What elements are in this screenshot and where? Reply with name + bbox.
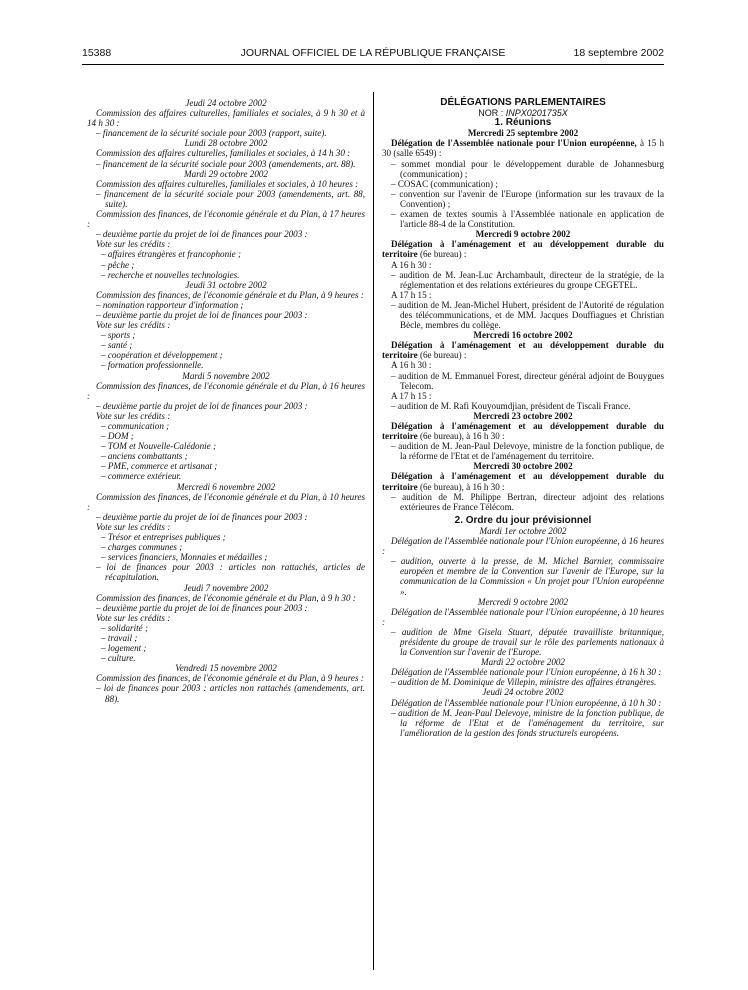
agenda-item: – deuxième partie du projet de loi de finances pour 2003 : bbox=[96, 400, 308, 411]
delegation-line: Délégation de l'Assemblée nationale pour l'Union européenne, à 10 h 30 : bbox=[391, 697, 662, 708]
vote-line: Vote sur les crédits : bbox=[96, 612, 171, 623]
day-heading: Mercredi 9 octobre 2002 bbox=[475, 229, 571, 240]
day-heading: Jeudi 31 octobre 2002 bbox=[185, 279, 267, 290]
nor-code: INPX0201735X bbox=[505, 108, 568, 119]
credit-item: – DOM ; bbox=[101, 431, 134, 442]
agenda-item: – financement de la sécurité sociale pour 2003 (amendements, art. 88, suite). bbox=[96, 188, 365, 209]
time-line: A 16 h 30 : bbox=[391, 360, 432, 371]
day-heading: Mardi 1er octobre 2002 bbox=[479, 525, 567, 536]
credit-item: – Trésor et entreprises publiques ; bbox=[101, 532, 226, 543]
commission-line: Commission des affaires culturelles, familiales et sociales, à 9 h 30 et à 14 h 30 : bbox=[87, 108, 365, 129]
credit-item: – culture. bbox=[101, 653, 136, 664]
agenda-item: – audition de M. Jean-Paul Delevoye, ministre de la fonction publique, de la réforme de l'Etat et de l'aménagement du territoire, sur l'amélioration de la gestion des fonds structurels européens. bbox=[391, 707, 664, 738]
journal-title: JOURNAL OFFICIEL DE LA RÉPUBLIQUE FRANÇAISE bbox=[240, 47, 506, 59]
commission-line: Commission des finances, de l'économie générale et du Plan, à 10 heures : bbox=[87, 491, 365, 512]
agenda-item: – audition de M. Philippe Bertran, directeur adjoint des relations extérieures de France Télécom. bbox=[391, 491, 664, 512]
agenda-item: – deuxième partie du projet de loi de finances pour 2003 : bbox=[96, 602, 308, 613]
subsection-heading: 2. Ordre du jour prévisionnel bbox=[454, 514, 592, 526]
credit-item: – affaires étrangères et francophonie ; bbox=[101, 249, 242, 260]
day-heading: Mardi 29 octobre 2002 bbox=[184, 168, 268, 179]
delegation-name: Délégation à l'aménagement et au développement durable du territoire bbox=[382, 340, 664, 361]
delegation-name: Délégation à l'aménagement et au développement durable du territoire bbox=[382, 471, 664, 492]
credit-item: – commerce extérieur. bbox=[101, 471, 182, 482]
credit-item: – PME, commerce et artisanat ; bbox=[101, 461, 218, 472]
vote-line: Vote sur les crédits : bbox=[96, 320, 171, 331]
subsection-heading: 1. Réunions bbox=[494, 117, 552, 129]
credit-item: – sports ; bbox=[101, 330, 136, 341]
day-heading: Vendredi 15 novembre 2002 bbox=[175, 663, 277, 674]
time-line: A 17 h 15 : bbox=[391, 390, 432, 401]
agenda-item: – examen de textes soumis à l'Assemblée nationale en application de l'article 88-4 de la Constitution. bbox=[391, 209, 664, 230]
agenda-item: – loi de finances pour 2003 : articles non rattachés, articles de récapitulation. bbox=[96, 562, 365, 583]
vote-line: Vote sur les crédits : bbox=[96, 410, 171, 421]
delegation-line bbox=[382, 340, 664, 360]
credit-item: – travail ; bbox=[101, 632, 138, 643]
day-heading: Mercredi 30 octobre 2002 bbox=[473, 461, 573, 472]
credit-item: – formation professionnelle. bbox=[101, 360, 204, 371]
day-heading: Mercredi 6 novembre 2002 bbox=[176, 481, 276, 492]
agenda-item: – nomination rapporteur d'information ; bbox=[96, 299, 244, 310]
agenda-item: – deuxième partie du projet de loi de finances pour 2003 : bbox=[96, 511, 308, 522]
credit-item: – coopération et développement ; bbox=[101, 350, 223, 361]
credit-item: – logement ; bbox=[101, 643, 147, 654]
commission-line: Commission des finances, de l'économie générale et du Plan, à 17 heures : bbox=[87, 209, 365, 230]
day-heading: Mardi 22 octobre 2002 bbox=[481, 657, 565, 668]
delegation-name: Délégation à l'aménagement et au développement durable du territoire bbox=[382, 421, 664, 442]
bureau-note: (6e bureau) : bbox=[417, 350, 467, 361]
commission-line: Commission des affaires culturelles, familiales et sociales, à 10 heures : bbox=[96, 178, 359, 189]
agenda-item: – sommet mondial pour le développement durable de Johannesburg (communication) ; bbox=[391, 158, 664, 179]
column-divider bbox=[373, 92, 374, 970]
delegation-line: Délégation de l'Assemblée nationale pour l'Union européenne, à 16 h 30 : bbox=[391, 667, 662, 678]
vote-line: Vote sur les crédits : bbox=[96, 239, 171, 250]
day-heading: Jeudi 24 octobre 2002 bbox=[185, 98, 267, 108]
day-heading: Mercredi 23 octobre 2002 bbox=[473, 410, 573, 421]
day-heading: Jeudi 7 novembre 2002 bbox=[183, 582, 269, 593]
bureau-note: (6e bureau) : bbox=[417, 249, 467, 260]
commission-line: Commission des finances, de l'économie générale et du Plan, à 16 heures : bbox=[87, 380, 365, 401]
credit-item: – recherche et nouvelles technologies. bbox=[101, 269, 240, 280]
meeting-time: à 15 h 30 (salle 6549) : bbox=[382, 138, 664, 159]
agenda-item: – convention sur l'avenir de l'Europe (information sur les travaux de la Convention) ; bbox=[391, 188, 664, 209]
credit-item: – communication ; bbox=[101, 421, 170, 431]
bureau-note: (6e bureau), à 16 h 30 : bbox=[417, 431, 505, 442]
bureau-note: (6e bureau), à 16 h 30 : bbox=[417, 481, 505, 492]
credit-item: – pêche ; bbox=[101, 259, 135, 270]
commission-line: Commission des finances, de l'économie générale et du Plan, à 9 heures : bbox=[96, 673, 364, 684]
nor-label: NOR : bbox=[478, 108, 506, 119]
agenda-item: – deuxième partie du projet de loi de finances pour 2003 : bbox=[96, 309, 308, 320]
day-heading: Mercredi 16 octobre 2002 bbox=[473, 330, 573, 341]
delegation-name: Délégation de l'Assemblée nationale pour l'Union européenne, bbox=[391, 138, 637, 149]
page-number: 15388 bbox=[82, 47, 112, 59]
agenda-item: – audition de M. Jean-Michel Hubert, président de l'Autorité de régulation des télécommunications, et de MM. Jacques Douffiagues et Christian Bècle, membres du collège. bbox=[391, 299, 664, 331]
agenda-item: – audition de Mme Gisela Stuart, députée travailliste britannique, présidente du groupe de travail sur le rôle des parlements nationaux à la Convention sur l'avenir de l'Europe. bbox=[391, 626, 664, 658]
vote-line: Vote sur les crédits : bbox=[96, 521, 171, 532]
agenda-item: – loi de finances pour 2003 : articles non rattachés (amendements, art. 88). bbox=[96, 683, 365, 704]
page-header bbox=[82, 47, 664, 63]
agenda-item: – audition de M. Jean-Luc Archambault, directeur de la stratégie, de la réglementation et des relations extérieures du groupe CEGETEL. bbox=[391, 269, 664, 290]
agenda-item: – audition de M. Dominique de Villepin, ministre des affaires étrangères. bbox=[391, 677, 657, 688]
delegation-line bbox=[382, 138, 664, 158]
credit-item: – services financiers, Monnaies et médailles ; bbox=[101, 552, 268, 563]
commission-line: Commission des affaires culturelles, familiales et sociales, à 14 h 30 : bbox=[96, 148, 351, 159]
delegation-line: Délégation de l'Assemblée nationale pour l'Union européenne, à 10 heures : bbox=[382, 606, 664, 627]
delegation-line: Délégation de l'Assemblée nationale pour l'Union européenne, à 16 heures : bbox=[382, 536, 664, 557]
credit-item: – santé ; bbox=[101, 340, 133, 351]
agenda-item: – audition, ouverte à la presse, de M. Michel Barnier, commissaire européen et membre de la Convention sur l'avenir de l'Europe, sur la communication de la Commission « Un projet pour l'Union européenne ». bbox=[391, 556, 664, 597]
agenda-item: – COSAC (communication) ; bbox=[391, 178, 498, 189]
agenda-item: – audition de M. Rafi Kouyoumdjian, président de Tiscali France. bbox=[391, 400, 631, 411]
left-column bbox=[87, 98, 365, 704]
agenda-item: – audition de M. Emmanuel Forest, directeur général adjoint de Bouygues Telecom. bbox=[391, 370, 664, 391]
delegation-line bbox=[382, 239, 664, 259]
agenda-item: – financement de la sécurité sociale pour 2003 (amendements, art. 88). bbox=[96, 158, 356, 169]
commission-line: Commission des finances, de l'économie générale et du Plan, à 9 h 30 : bbox=[96, 592, 356, 603]
section-title: DÉLÉGATIONS PARLEMENTAIRES bbox=[440, 97, 606, 108]
day-heading: Mercredi 25 septembre 2002 bbox=[467, 128, 579, 139]
credit-item: – TOM et Nouvelle-Calédonie ; bbox=[101, 441, 216, 452]
day-heading: Lundi 28 octobre 2002 bbox=[184, 138, 268, 149]
day-heading: Mercredi 9 octobre 2002 bbox=[477, 596, 569, 607]
issue-date: 18 septembre 2002 bbox=[573, 47, 664, 59]
time-line: A 16 h 30 : bbox=[391, 259, 432, 270]
delegation-name: Délégation à l'aménagement et au développement durable du territoire bbox=[382, 239, 664, 260]
agenda-item: – deuxième partie du projet de loi de finances pour 2003 : bbox=[96, 229, 308, 240]
credit-item: – anciens combattants ; bbox=[101, 451, 188, 462]
agenda-item: – financement de la sécurité sociale pour 2003 (rapport, suite). bbox=[96, 128, 327, 139]
day-heading: Mardi 5 novembre 2002 bbox=[182, 370, 270, 381]
delegation-line bbox=[382, 421, 664, 441]
agenda-item: – audition de M. Jean-Paul Delevoye, ministre de la fonction publique, de la réforme de l'Etat et de l'aménagement du territoire. bbox=[391, 441, 664, 462]
credit-item: – solidarité ; bbox=[101, 622, 148, 633]
header-rule bbox=[82, 64, 664, 65]
right-column bbox=[382, 98, 664, 738]
credit-item: – charges communes ; bbox=[101, 542, 183, 553]
delegation-line bbox=[382, 471, 664, 491]
commission-line: Commission des finances, de l'économie générale et du Plan, à 9 heures : bbox=[96, 289, 364, 300]
time-line: A 17 h 15 : bbox=[391, 289, 432, 300]
day-heading: Jeudi 24 octobre 2002 bbox=[482, 687, 564, 698]
